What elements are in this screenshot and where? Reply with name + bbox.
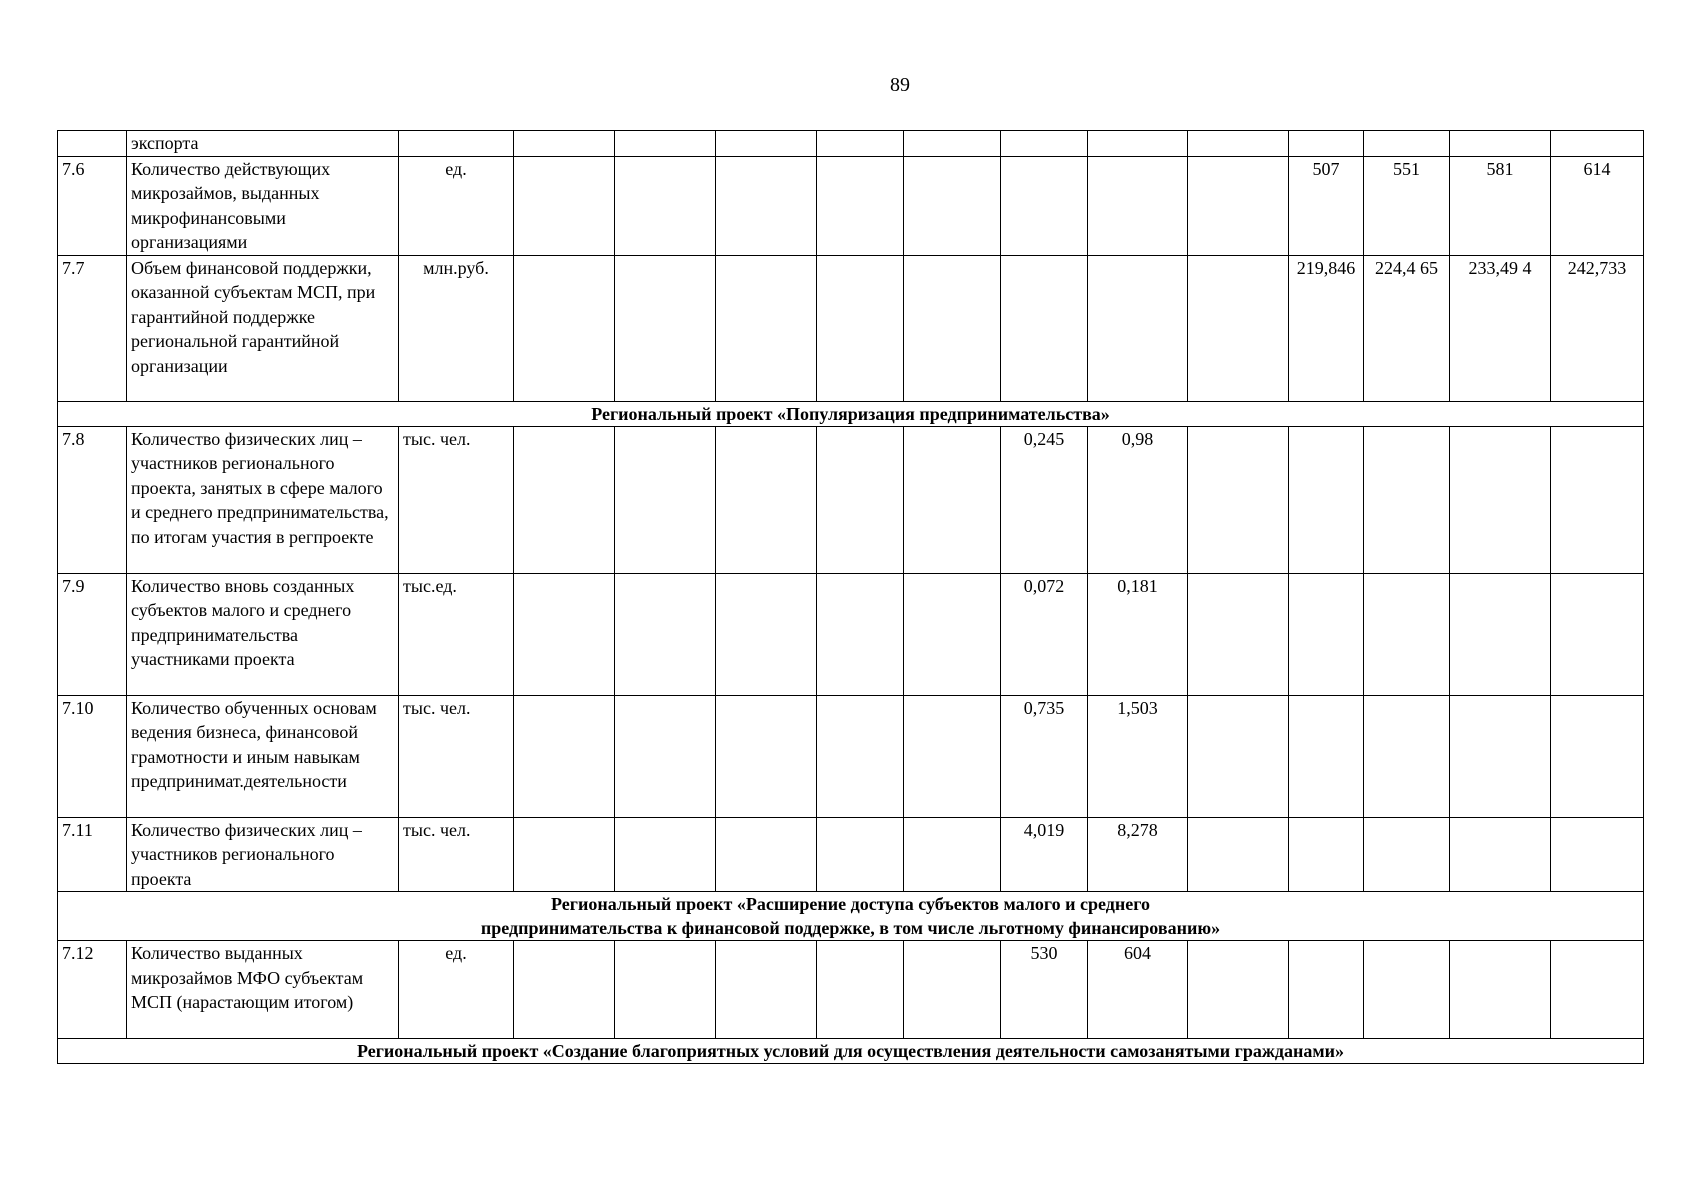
value-cell: 530 <box>1001 941 1088 1039</box>
value-cell <box>1289 573 1364 695</box>
indicator-name: Количество вновь созданных субъектов малого и среднего предпринимательства участниками проекта <box>127 573 399 695</box>
value-cell <box>716 156 817 255</box>
value-cell <box>1188 156 1289 255</box>
unit-cell: тыс. чел. <box>399 695 514 817</box>
value-cell <box>1450 695 1551 817</box>
value-cell <box>1188 817 1289 892</box>
value-cell <box>1551 573 1644 695</box>
table-row-7-6 <box>58 156 1644 255</box>
value-cell <box>904 255 1001 401</box>
value-cell <box>716 817 817 892</box>
value-cell: 0,735 <box>1001 695 1088 817</box>
value-cell <box>1450 131 1551 157</box>
value-cell <box>817 255 904 401</box>
value-cell <box>716 941 817 1039</box>
row-number: 7.12 <box>58 941 127 1039</box>
value-cell <box>904 695 1001 817</box>
value-cell <box>904 941 1001 1039</box>
value-cell <box>1289 695 1364 817</box>
value-cell: 8,278 <box>1088 817 1188 892</box>
row-number: 7.8 <box>58 426 127 573</box>
section-row-self-employed <box>58 1039 1644 1064</box>
value-cell <box>904 426 1001 573</box>
table-row-7-9 <box>58 573 1644 695</box>
value-cell <box>615 156 716 255</box>
table-row-7-11 <box>58 817 1644 892</box>
section-title <box>58 892 1644 941</box>
value-cell: 219,846 <box>1289 255 1364 401</box>
value-cell: 507 <box>1289 156 1364 255</box>
value-cell <box>1551 817 1644 892</box>
value-cell <box>817 156 904 255</box>
table-row-7-7 <box>58 255 1644 401</box>
value-cell: 1,503 <box>1088 695 1188 817</box>
value-cell <box>1364 573 1450 695</box>
value-cell <box>1188 573 1289 695</box>
value-cell <box>1450 941 1551 1039</box>
value-cell <box>1289 426 1364 573</box>
row-number <box>58 131 127 157</box>
value-cell <box>716 426 817 573</box>
unit-cell: тыс. чел. <box>399 817 514 892</box>
value-cell <box>1551 426 1644 573</box>
table-row-export-continuation <box>58 131 1644 157</box>
value-cell <box>1088 131 1188 157</box>
value-cell: 4,019 <box>1001 817 1088 892</box>
value-cell <box>1001 255 1088 401</box>
unit-cell: ед. <box>399 156 514 255</box>
section-title: Региональный проект «Популяризация предпринимательства» <box>58 401 1644 426</box>
value-cell <box>1364 426 1450 573</box>
value-cell <box>1551 131 1644 157</box>
value-cell <box>817 941 904 1039</box>
value-cell <box>514 255 615 401</box>
value-cell <box>514 156 615 255</box>
value-cell: 242,733 <box>1551 255 1644 401</box>
value-cell <box>1088 255 1188 401</box>
value-cell: 604 <box>1088 941 1188 1039</box>
row-number: 7.6 <box>58 156 127 255</box>
value-cell <box>716 255 817 401</box>
value-cell <box>716 695 817 817</box>
value-cell <box>1188 941 1289 1039</box>
value-cell <box>1188 695 1289 817</box>
row-number: 7.7 <box>58 255 127 401</box>
value-cell <box>1364 817 1450 892</box>
table-row-7-12 <box>58 941 1644 1039</box>
value-cell <box>716 573 817 695</box>
row-number: 7.10 <box>58 695 127 817</box>
value-cell <box>1551 695 1644 817</box>
value-cell <box>1001 156 1088 255</box>
value-cell: 0,072 <box>1001 573 1088 695</box>
unit-cell: тыс. чел. <box>399 426 514 573</box>
table-row-7-8 <box>58 426 1644 573</box>
value-cell <box>514 695 615 817</box>
row-number: 7.9 <box>58 573 127 695</box>
value-cell <box>1364 941 1450 1039</box>
section-row-financial-access <box>58 892 1644 941</box>
value-cell <box>615 255 716 401</box>
value-cell <box>514 131 615 157</box>
value-cell <box>817 573 904 695</box>
value-cell <box>1188 131 1289 157</box>
value-cell <box>1450 817 1551 892</box>
indicator-name: Количество обученных основам ведения бизнеса, финансовой грамотности и иным навыкам предпринимат.деятельности <box>127 695 399 817</box>
value-cell <box>1289 941 1364 1039</box>
section-row-popularization <box>58 401 1644 426</box>
value-cell <box>514 573 615 695</box>
unit-cell: ед. <box>399 941 514 1039</box>
value-cell: 614 <box>1551 156 1644 255</box>
section-title: Региональный проект «Создание благоприятных условий для осуществления деятельности самозанятыми гражданами» <box>58 1039 1644 1064</box>
indicator-name: Количество выданных микрозаймов МФО субъектам МСП (нарастающим итогом) <box>127 941 399 1039</box>
unit-cell: тыс.ед. <box>399 573 514 695</box>
value-cell <box>1088 156 1188 255</box>
value-cell <box>1188 426 1289 573</box>
value-cell <box>514 941 615 1039</box>
value-cell: 581 <box>1450 156 1551 255</box>
indicators-table <box>57 130 1644 1064</box>
value-cell: 0,181 <box>1088 573 1188 695</box>
section-title-line: Региональный проект «Расширение доступа субъектов малого и среднего <box>551 894 1150 914</box>
indicator-name: Количество действующих микрозаймов, выданных микрофинансовыми организациями <box>127 156 399 255</box>
row-number: 7.11 <box>58 817 127 892</box>
value-cell <box>716 131 817 157</box>
value-cell <box>1289 131 1364 157</box>
value-cell <box>904 817 1001 892</box>
value-cell <box>1364 695 1450 817</box>
value-cell <box>817 695 904 817</box>
indicator-name: Количество физических лиц – участников регионального проекта, занятых в сфере малого и среднего предпринимательства, по итогам участия в регпроекте <box>127 426 399 573</box>
value-cell <box>817 426 904 573</box>
value-cell <box>817 131 904 157</box>
value-cell <box>1450 573 1551 695</box>
section-title-line: предпринимательства к финансовой поддержке, в том числе льготному финансированию» <box>480 918 1221 938</box>
value-cell <box>615 941 716 1039</box>
value-cell: 224,4 65 <box>1364 255 1450 401</box>
value-cell <box>615 131 716 157</box>
unit-cell <box>399 131 514 157</box>
indicator-name: экспорта <box>127 131 399 157</box>
value-cell <box>1001 131 1088 157</box>
value-cell: 0,98 <box>1088 426 1188 573</box>
value-cell <box>1289 817 1364 892</box>
value-cell <box>1188 255 1289 401</box>
value-cell <box>904 573 1001 695</box>
value-cell <box>615 695 716 817</box>
value-cell <box>615 817 716 892</box>
indicator-name: Объем финансовой поддержки, оказанной субъектам МСП, при гарантийной поддержке региональной гарантийной организации <box>127 255 399 401</box>
value-cell <box>514 817 615 892</box>
value-cell <box>514 426 615 573</box>
value-cell: 233,49 4 <box>1450 255 1551 401</box>
value-cell <box>817 817 904 892</box>
value-cell <box>904 156 1001 255</box>
value-cell <box>1450 426 1551 573</box>
value-cell <box>1364 131 1450 157</box>
value-cell <box>1551 941 1644 1039</box>
value-cell <box>904 131 1001 157</box>
value-cell: 551 <box>1364 156 1450 255</box>
page-number: 89 <box>890 74 910 96</box>
indicator-name: Количество физических лиц – участников регионального проекта <box>127 817 399 892</box>
value-cell <box>615 573 716 695</box>
table-row-7-10 <box>58 695 1644 817</box>
unit-cell: млн.руб. <box>399 255 514 401</box>
value-cell: 0,245 <box>1001 426 1088 573</box>
value-cell <box>615 426 716 573</box>
